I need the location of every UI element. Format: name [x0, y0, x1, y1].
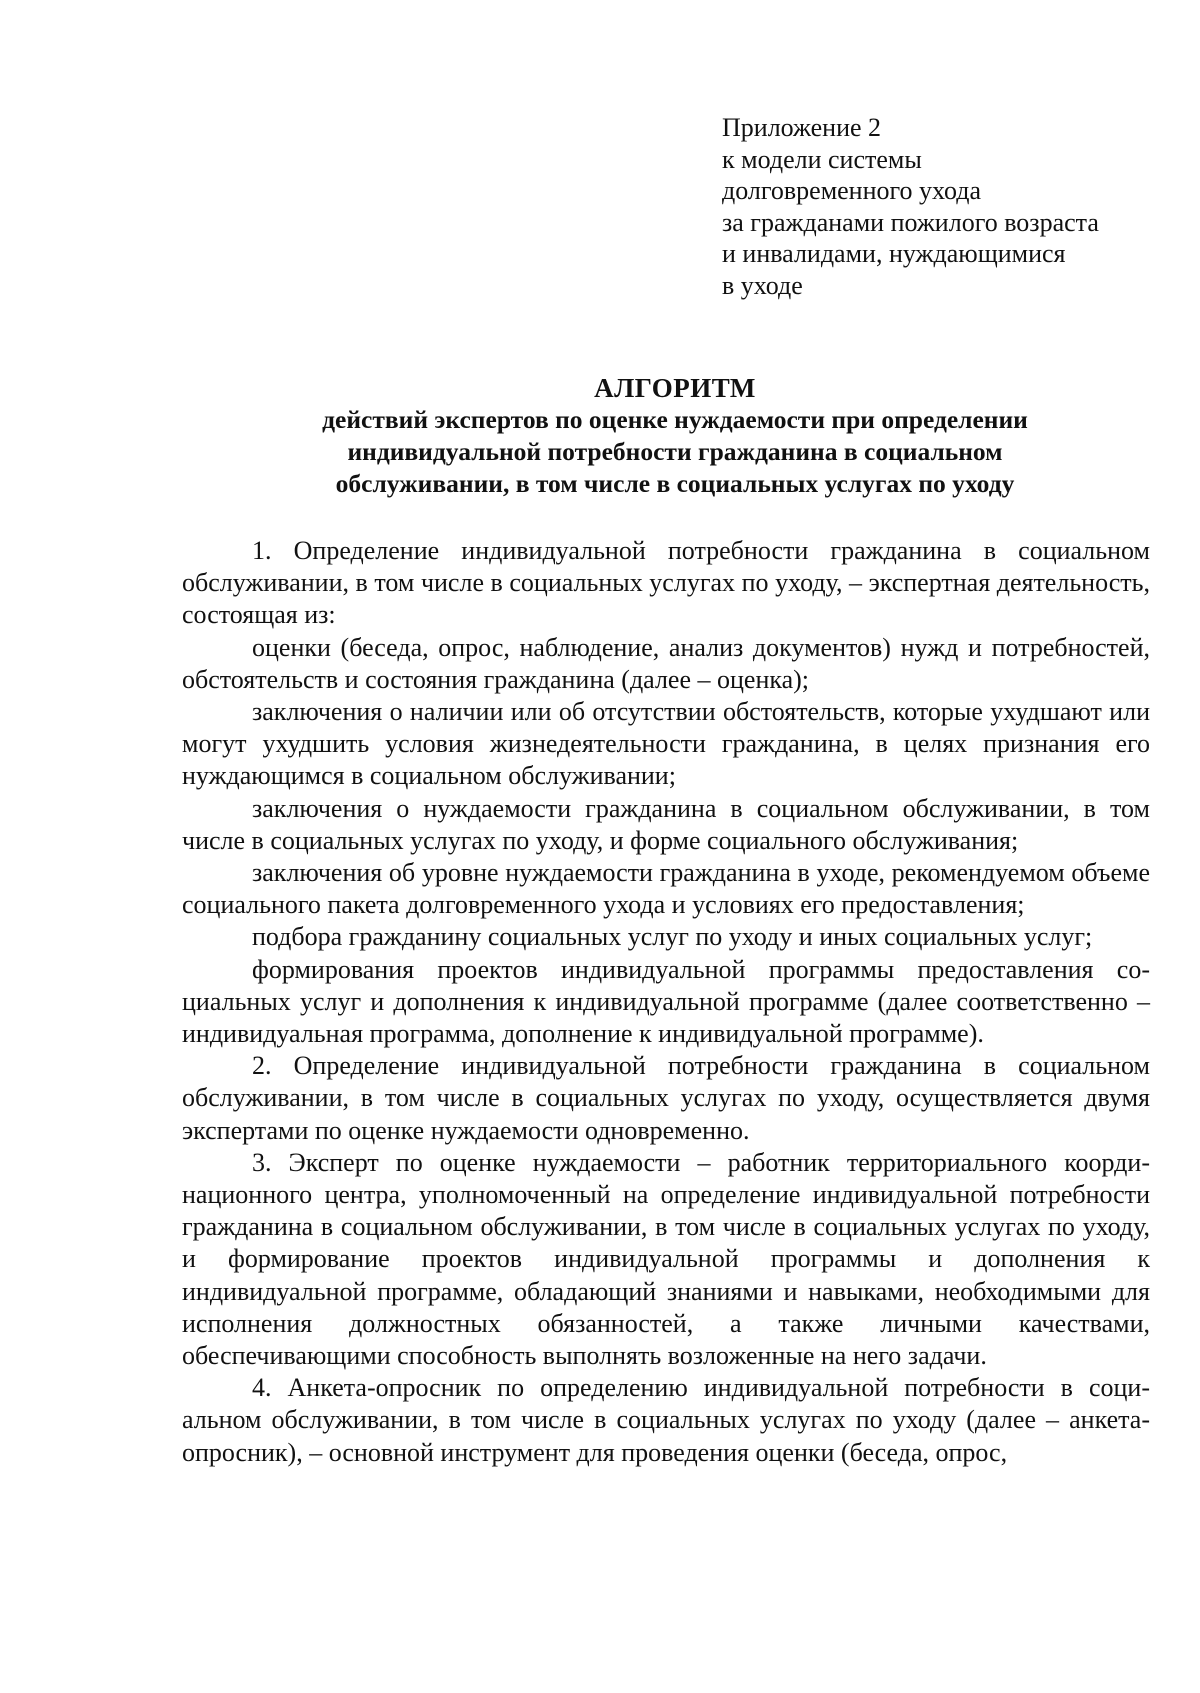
paragraph-program-drafting: формирования проектов индивидуальной программы предоставления социальных услуг и дополнения к индивидуальной программе (далее соответственно – индивидуальная программа, дополнение к индивидуальной программе).	[182, 954, 1150, 1049]
document-body	[182, 535, 1150, 1469]
paragraph-3: 3. Эксперт по оценке нуждаемости – работник территориального координационного центра, уполномоченный на определение индивидуальной потребности гражданина в социальном обслуживании, в том числе в социальных услугах по уходу, и формирование проектов индивидуальной программы и дополнения к индивидуальной программе, обладающий знаниями и навыками, необходимыми для исполнения должностных обязанностей, а также личными качествами, обеспечивающими способность выполнять возложенные на него задачи.	[182, 1147, 1150, 1371]
paragraph-assessment: оценки (беседа, опрос, наблюдение, анализ документов) нужд и потребностей, обстоятельств и состояния гражданина (далее – оценка);	[182, 632, 1150, 694]
document-heading	[150, 372, 1200, 500]
paragraph-need-conclusion: заключения о нуждаемости гражданина в социальном обслуживании, в том числе в социальных услугах по уходу, и форме социального обслуживания;	[182, 793, 1150, 855]
document-subtitle-line: обслуживании, в том числе в социальных услугах по уходу	[335, 469, 1015, 498]
annex-line: долговременного ухода	[722, 176, 982, 205]
annex-line: и инвалидами, нуждающимися	[722, 239, 1066, 268]
annex-line: к модели системы	[722, 144, 922, 174]
paragraph-2: 2. Определение индивидуальной потребности гражданина в социальном обслуживании, в том числе в социальных услугах по уходу, осуществляется двумя экспертами по оценке нуждаемости одновременно.	[182, 1051, 1150, 1145]
paragraph-service-selection: подбора гражданину социальных услуг по уходу и иных социальных услуг;	[252, 922, 1093, 952]
annex-reference	[722, 112, 1152, 301]
annex-line: Приложение 2	[722, 113, 882, 142]
document-subtitle-line: индивидуальной потребности гражданина в социальном	[347, 437, 1003, 466]
paragraph-circumstances-conclusion: заключения о наличии или об отсутствии обстоятельств, которые ухудшают или могут ухудшить условия жизнедеятельности гражданина, в целях признания его нуждающимся в социальном обслуживании;	[182, 697, 1150, 791]
annex-line: за гражданами пожилого возраста	[722, 207, 1099, 237]
paragraph-1: 1. Определение индивидуальной потребности гражданина в социальном обслуживании, в том числе в социальных услугах по уходу, – экспертная деятельность, состоящая из:	[182, 536, 1150, 630]
paragraph-4: 4. Анкета-опросник по определению индивидуальной потребности в социальном обслуживании, в том числе в социальных услугах по уходу (далее – анкета-опросник), – основной инструмент для проведения оценки (беседа, опрос,	[182, 1373, 1150, 1467]
document-subtitle-line: действий экспертов по оценке нуждаемости при определении	[322, 405, 1028, 434]
annex-line: в уходе	[722, 270, 803, 300]
document-title: АЛГОРИТМ	[594, 373, 756, 403]
paragraph-care-level-conclusion: заключения об уровне нуждаемости гражданина в уходе, рекомендуемом объеме социального пакета долговременного ухода и условиях его предоставления;	[182, 858, 1150, 920]
